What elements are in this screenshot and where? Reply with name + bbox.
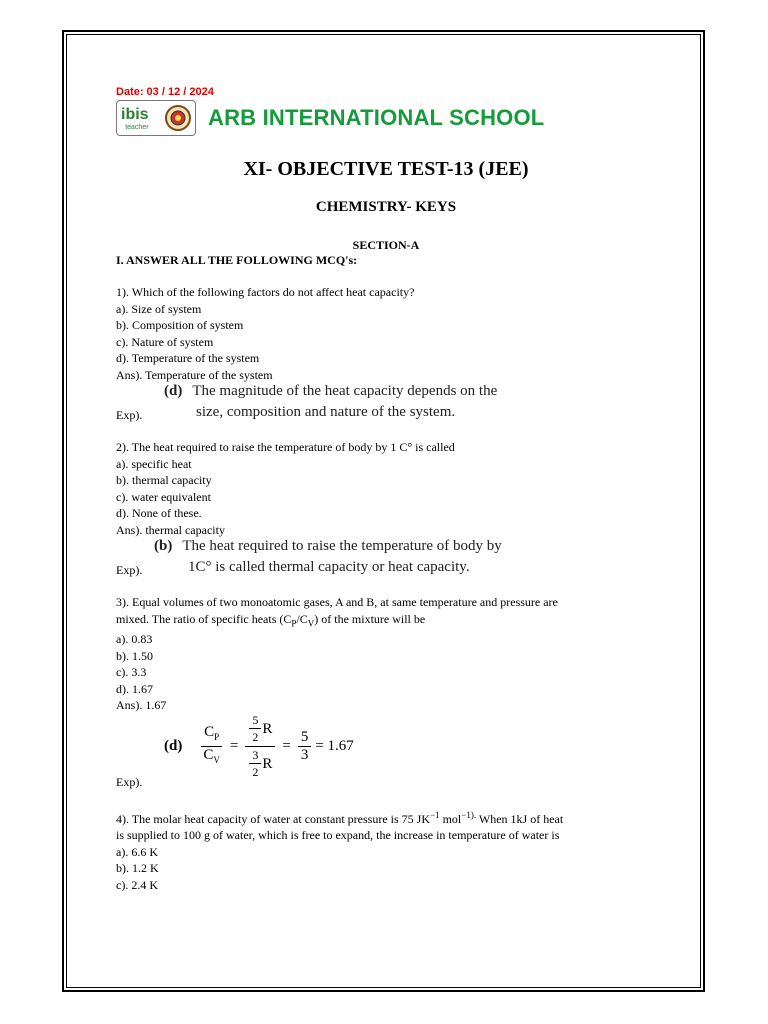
number: 5 <box>298 729 312 747</box>
explanation-image <box>164 381 497 423</box>
question-text-line-2: is supplied to 100 g of water, which is free to expand, the increase in temperature of water is <box>116 828 560 843</box>
subscript: V <box>307 617 315 628</box>
option: a). Size of system <box>116 301 202 316</box>
option: b). thermal capacity <box>116 473 212 487</box>
ratio-formula: (d) $\frac{C_P}{C_V}$ = $\frac{5}{2}$ R $\frac{3}{2}$ R = $\frac{5}{3}$ = 1.67 <box>164 712 354 780</box>
question-text: 2). The heat required to raise the temperature of body by 1 C° is called <box>116 440 455 454</box>
logo-subtext: teacher <box>125 123 149 131</box>
option: d). Temperature of the system <box>116 351 260 365</box>
test-title: XI- OBJECTIVE TEST-13 (JEE) <box>243 158 529 180</box>
fraction-compound <box>245 712 275 781</box>
school-name: ARB INTERNATIONAL SCHOOL <box>208 105 545 130</box>
test-subtitle: CHEMISTRY- KEYS <box>315 199 457 215</box>
question-text <box>116 807 656 828</box>
option: c). 2.4 K <box>116 877 158 892</box>
option: c). water equivalent <box>116 489 211 504</box>
result: = 1.67 <box>315 738 354 755</box>
section-heading: SECTION-A <box>352 238 420 252</box>
option: c). 3.3 <box>116 665 147 680</box>
option: d). 1.67 <box>116 681 153 696</box>
symbol: R <box>262 720 273 737</box>
answer: Ans). Temperature of the system <box>116 367 273 382</box>
number: 2 <box>252 730 259 745</box>
question-3 <box>116 594 656 791</box>
text-part: mol <box>439 811 462 826</box>
option: d). None of these. <box>116 506 202 520</box>
exp-label: Exp). <box>116 562 143 577</box>
date-line: Date: 03 / 12 / 2024 <box>116 86 214 98</box>
option: a). 6.6 K <box>116 844 158 859</box>
question-text-line-2 <box>116 611 656 632</box>
symbol: C <box>204 724 215 741</box>
text-part: mixed. The ratio of specific heats (C <box>116 611 292 626</box>
text-part: /C <box>296 611 308 626</box>
number: 3 <box>300 746 309 763</box>
answer: Ans). 1.67 <box>116 698 167 713</box>
question-text: 3). Equal volumes of two monoatomic gases, A and B, at same temperature and pressure are <box>116 595 558 609</box>
subscript: P <box>291 617 297 628</box>
text-part: ) of the mixture will be <box>314 611 426 626</box>
school-emblem-icon <box>165 105 191 131</box>
school-header <box>116 100 656 136</box>
number: 5 <box>249 712 261 730</box>
fraction-cp-cv <box>200 724 223 768</box>
question-2 <box>116 439 656 578</box>
symbol: R <box>262 755 273 772</box>
explanation <box>116 381 656 423</box>
subscript: P <box>214 732 220 743</box>
subscript: V <box>213 754 220 765</box>
logo-text: ibis <box>121 105 149 123</box>
answer: Ans). thermal capacity <box>116 522 225 537</box>
text-part: When 1kJ of heat <box>476 811 564 826</box>
number: 3 <box>249 747 261 765</box>
explanation-image <box>154 536 502 578</box>
question-4 <box>116 807 656 894</box>
superscript: −1). <box>461 809 477 820</box>
exp-tag: (b) <box>154 538 173 554</box>
instruction-line: I. ANSWER ALL THE FOLLOWING MCQ's: <box>116 253 358 267</box>
option: c). Nature of system <box>116 334 214 349</box>
text-part: 4). The molar heat capacity of water at constant pressure is 75 JK <box>116 811 431 826</box>
exp-line: The magnitude of the heat capacity depends on the <box>192 383 498 399</box>
explanation <box>116 536 656 578</box>
question-1 <box>116 284 656 423</box>
document-page <box>116 86 656 893</box>
exp-line: size, composition and nature of the system. <box>196 404 456 420</box>
option: a). 0.83 <box>116 632 153 647</box>
symbol: C <box>203 746 214 763</box>
exp-tag: (d) <box>164 383 183 399</box>
exp-line: The heat required to raise the temperature of body by <box>182 538 502 554</box>
exp-tag: (d) <box>164 738 183 755</box>
exp-label: Exp). <box>116 775 143 790</box>
exp-label: Exp). <box>116 407 143 422</box>
fraction-5-3 <box>298 729 312 763</box>
option: b). 1.2 K <box>116 861 159 876</box>
option: b). 1.50 <box>116 648 153 663</box>
superscript: −1 <box>430 809 440 820</box>
explanation <box>116 712 656 791</box>
ibis-logo <box>116 100 196 136</box>
exp-line: 1C° is called thermal capacity or heat capacity. <box>188 559 470 575</box>
option: a). specific heat <box>116 456 192 471</box>
question-text: 1). Which of the following factors do not affect heat capacity? <box>116 285 415 299</box>
option: b). Composition of system <box>116 318 244 332</box>
number: 2 <box>252 765 259 780</box>
